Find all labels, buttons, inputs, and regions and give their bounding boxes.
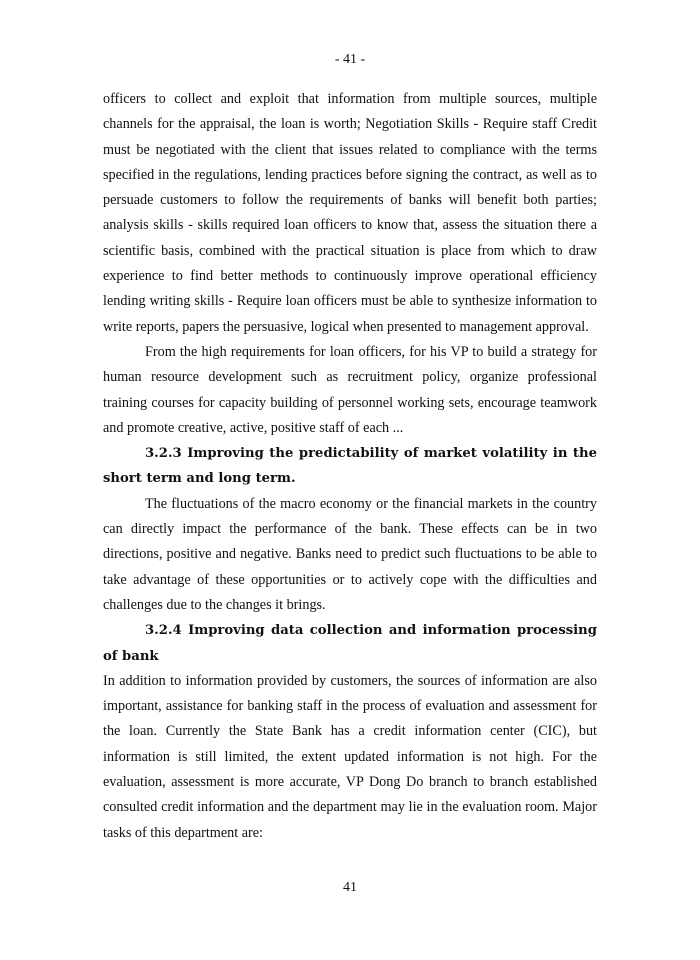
document-body xyxy=(103,87,597,846)
page-footer-number: 41 xyxy=(343,880,357,895)
section-heading-3-2-4: 3.2.4 Improving data collection and information processing of bank xyxy=(103,623,597,664)
page-header-number: - 41 - xyxy=(334,52,366,67)
section-heading-3-2-3: 3.2.3 Improving the predictability of market volatility in the short term and long term. xyxy=(103,446,597,487)
paragraph-hr-strategy: From the high requirements for loan officers, for his VP to build a strategy for human resource development such as recruitment policy, organize professional training courses for capacity building of personnel working sets, encourage teamwork and promote creative, active, positive staff of each ... xyxy=(103,343,597,436)
paragraph-market-fluctuations: The fluctuations of the macro economy or the financial markets in the country can directly impact the performance of the bank. These effects can be in two directions, positive and negative. Banks need to predict such fluctuations to be able to take advantage of these opportunities or to actively cope with the difficulties and challenges due to the changes it brings. xyxy=(103,495,597,613)
paragraph-information-sources: In addition to information provided by customers, the sources of information are also important, assistance for banking staff in the process of evaluation and assessment for the loan. Currently the State Bank has a credit information center (CIC), but information is still limited, the extent updated information is not high. For the evaluation, assessment is more accurate, VP Dong Do branch to branch established consulted credit information and the department may lie in the evaluation room. Major tasks of this department are: xyxy=(103,672,597,841)
paragraph-skills: officers to collect and exploit that information from multiple sources, multiple channels for the appraisal, the loan is worth; Negotiation Skills - Require staff Credit must be negotiated with the client that issues related to compliance with the terms specified in the regulations, lending practices before signing the contract, as well as to persuade customers to follow the requirements of banks will benefit both parties; analysis skills - skills required loan officers to know that, assess the situation there a scientific basis, combined with the practical situation is place from which to draw experience to find better methods to continuously improve operational efficiency lending writing skills - Require loan officers must be able to synthesize information to write reports, papers the persuasive, logical when presented to management approval. xyxy=(103,91,597,335)
